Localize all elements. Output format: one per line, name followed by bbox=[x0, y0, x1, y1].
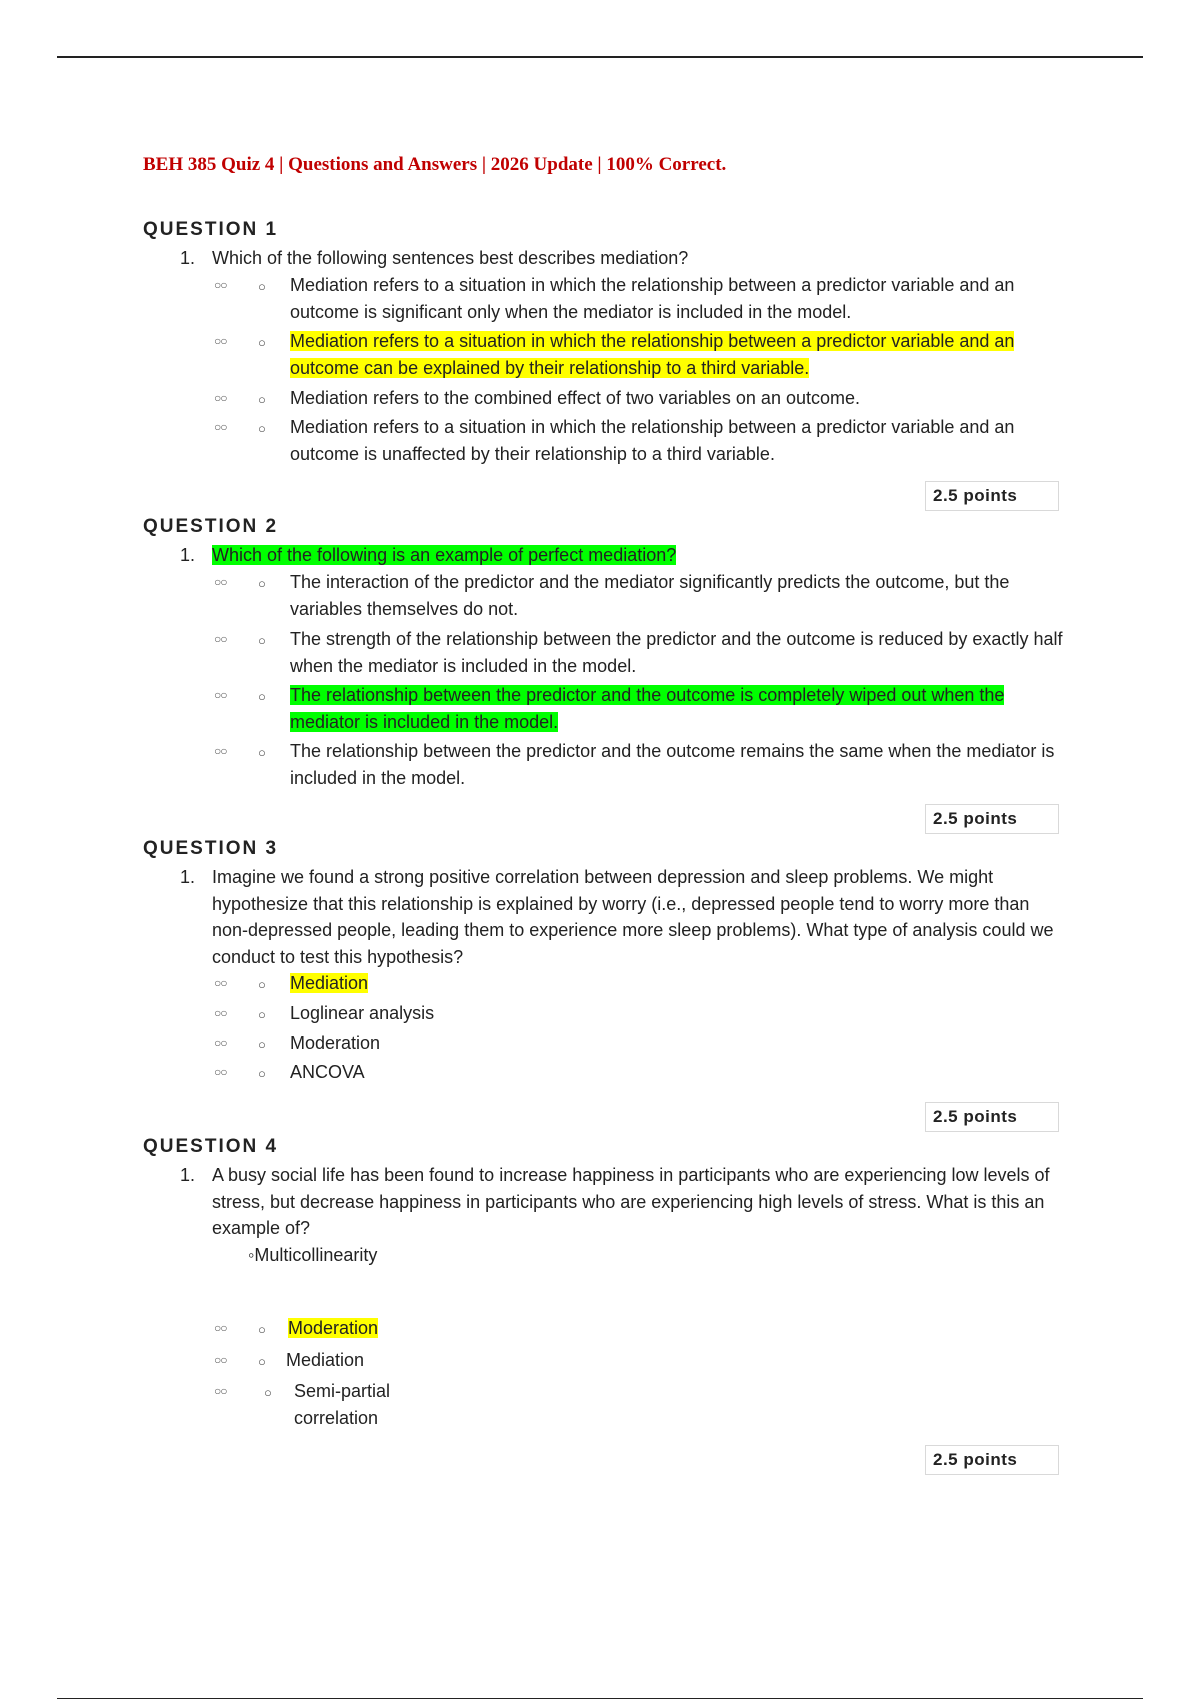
stem-text: Which of the following sentences best describes mediation? bbox=[212, 248, 689, 268]
radio-icon[interactable]: ○○ bbox=[214, 688, 227, 702]
bullet-icon: ○ bbox=[258, 977, 266, 992]
q2-option-b[interactable] bbox=[214, 626, 1064, 680]
bullet-icon: ○ bbox=[258, 745, 266, 760]
radio-icon[interactable]: ○○ bbox=[214, 1321, 227, 1335]
stem-text: Imagine we found a strong positive correlation between depression and sleep problems. We might hypothesize that this relationship is explained by worry (i.e., depressed people tend to worry more than non-depressed people, leading them to experience more sleep problems). What type of analysis could we conduct to test this hypothesis? bbox=[212, 867, 1054, 967]
option-text: ANCOVA bbox=[290, 1062, 365, 1082]
question-4-heading: QUESTION 4 bbox=[143, 1136, 279, 1157]
points-badge: 2.5 points bbox=[925, 1102, 1059, 1132]
option-text: Mediation refers to the combined effect of two variables on an outcome. bbox=[290, 388, 860, 408]
points-badge: 2.5 points bbox=[925, 804, 1059, 834]
radio-icon[interactable]: ○○ bbox=[214, 1065, 227, 1079]
q1-option-a[interactable] bbox=[214, 272, 1064, 326]
radio-icon[interactable]: ○○ bbox=[214, 632, 227, 646]
question-1-stem bbox=[180, 245, 1060, 272]
question-2-stem bbox=[180, 542, 1060, 569]
question-4-stem bbox=[180, 1162, 1060, 1242]
points-badge: 2.5 points bbox=[925, 1445, 1059, 1475]
q1-option-b-correct[interactable] bbox=[214, 328, 1064, 382]
q3-option-d[interactable] bbox=[214, 1059, 1064, 1086]
question-3-stem bbox=[180, 864, 1060, 970]
option-text: Semi-partial correlation bbox=[294, 1381, 391, 1428]
question-3-heading: QUESTION 3 bbox=[143, 838, 279, 859]
radio-icon[interactable]: ○○ bbox=[214, 420, 227, 434]
bullet-icon: ○ bbox=[258, 689, 266, 704]
radio-icon[interactable]: ○○ bbox=[214, 334, 227, 348]
radio-icon[interactable]: ○○ bbox=[214, 1036, 227, 1050]
option-text-highlighted: The relationship between the predictor and the outcome is completely wiped out when the mediator is included in the model. bbox=[290, 685, 1005, 732]
q3-option-a-correct[interactable] bbox=[214, 970, 1064, 997]
radio-icon[interactable]: ○○ bbox=[214, 1384, 227, 1398]
question-1-heading: QUESTION 1 bbox=[143, 219, 279, 240]
q2-option-c-correct[interactable] bbox=[214, 682, 1064, 736]
document-title: BEH 385 Quiz 4 | Questions and Answers | 2026 Update | 100% Correct. bbox=[143, 154, 727, 175]
radio-icon[interactable]: ○○ bbox=[214, 278, 227, 292]
radio-icon[interactable]: ○○ bbox=[214, 976, 227, 990]
option-text: The strength of the relationship between the predictor and the outcome is reduced by exactly half when the mediator is included in the model. bbox=[290, 629, 1063, 676]
radio-icon[interactable]: ○○ bbox=[214, 1006, 227, 1020]
bullet-icon: ○ bbox=[258, 1007, 266, 1022]
bullet-icon: ○ bbox=[258, 1066, 266, 1081]
bottom-rule bbox=[57, 1698, 1143, 1699]
option-text: Mediation refers to a situation in which the relationship between a predictor variable and an outcome is unaffected by their relationship to a third variable. bbox=[290, 417, 1015, 464]
top-rule bbox=[57, 56, 1143, 58]
option-text-highlighted: Mediation refers to a situation in which the relationship between a predictor variable and an outcome can be explained by their relationship to a third variable. bbox=[290, 331, 1015, 378]
option-text: Mediation refers to a situation in which the relationship between a predictor variable and an outcome is significant only when the mediator is included in the model. bbox=[290, 275, 1015, 322]
bullet-icon: ○ bbox=[264, 1385, 272, 1400]
q4-loose-option[interactable]: ◦Multicollinearity bbox=[248, 1245, 378, 1265]
bullet-icon: ○ bbox=[258, 1322, 266, 1337]
q4-option-b[interactable] bbox=[214, 1347, 1064, 1374]
item-number: 1. bbox=[180, 545, 196, 565]
q4-option-a-correct[interactable] bbox=[214, 1315, 1064, 1342]
stem-text: A busy social life has been found to increase happiness in participants who are experiencing low levels of stress, but decrease happiness in participants who are experiencing high levels of stress. What is this an example of? bbox=[212, 1165, 1050, 1238]
radio-icon[interactable]: ○○ bbox=[214, 1353, 227, 1367]
bullet-icon: ○ bbox=[258, 279, 266, 294]
q3-option-b[interactable] bbox=[214, 1000, 1064, 1027]
option-text-highlighted: Moderation bbox=[288, 1318, 379, 1338]
stem-text-highlighted: Which of the following is an example of perfect mediation? bbox=[212, 545, 677, 565]
q2-option-a[interactable] bbox=[214, 569, 1064, 623]
radio-icon[interactable]: ○○ bbox=[214, 744, 227, 758]
bullet-icon: ○ bbox=[258, 421, 266, 436]
option-text: Loglinear analysis bbox=[290, 1003, 435, 1023]
q1-option-d[interactable] bbox=[214, 414, 1064, 468]
q2-option-d[interactable] bbox=[214, 738, 1064, 792]
q4-option-c[interactable] bbox=[214, 1378, 414, 1432]
radio-icon[interactable]: ○○ bbox=[214, 575, 227, 589]
option-text: Moderation bbox=[290, 1033, 381, 1053]
item-number: 1. bbox=[180, 867, 196, 887]
bullet-icon: ○ bbox=[258, 1037, 266, 1052]
points-badge: 2.5 points bbox=[925, 481, 1059, 511]
bullet-icon: ○ bbox=[258, 1354, 266, 1369]
bullet-icon: ○ bbox=[258, 576, 266, 591]
bullet-icon: ○ bbox=[258, 633, 266, 648]
q1-option-c[interactable] bbox=[214, 385, 1064, 412]
option-text: The relationship between the predictor and the outcome remains the same when the mediator is included in the model. bbox=[290, 741, 1055, 788]
item-number: 1. bbox=[180, 1165, 196, 1185]
option-text-highlighted: Mediation bbox=[290, 973, 369, 993]
q3-option-c[interactable] bbox=[214, 1030, 1064, 1057]
item-number: 1. bbox=[180, 248, 196, 268]
bullet-icon: ○ bbox=[258, 335, 266, 350]
option-text: The interaction of the predictor and the mediator significantly predicts the outcome, but the variables themselves do not. bbox=[290, 572, 1010, 619]
bullet-icon: ○ bbox=[258, 392, 266, 407]
option-text: Mediation bbox=[286, 1350, 365, 1370]
question-2-heading: QUESTION 2 bbox=[143, 516, 279, 537]
radio-icon[interactable]: ○○ bbox=[214, 391, 227, 405]
